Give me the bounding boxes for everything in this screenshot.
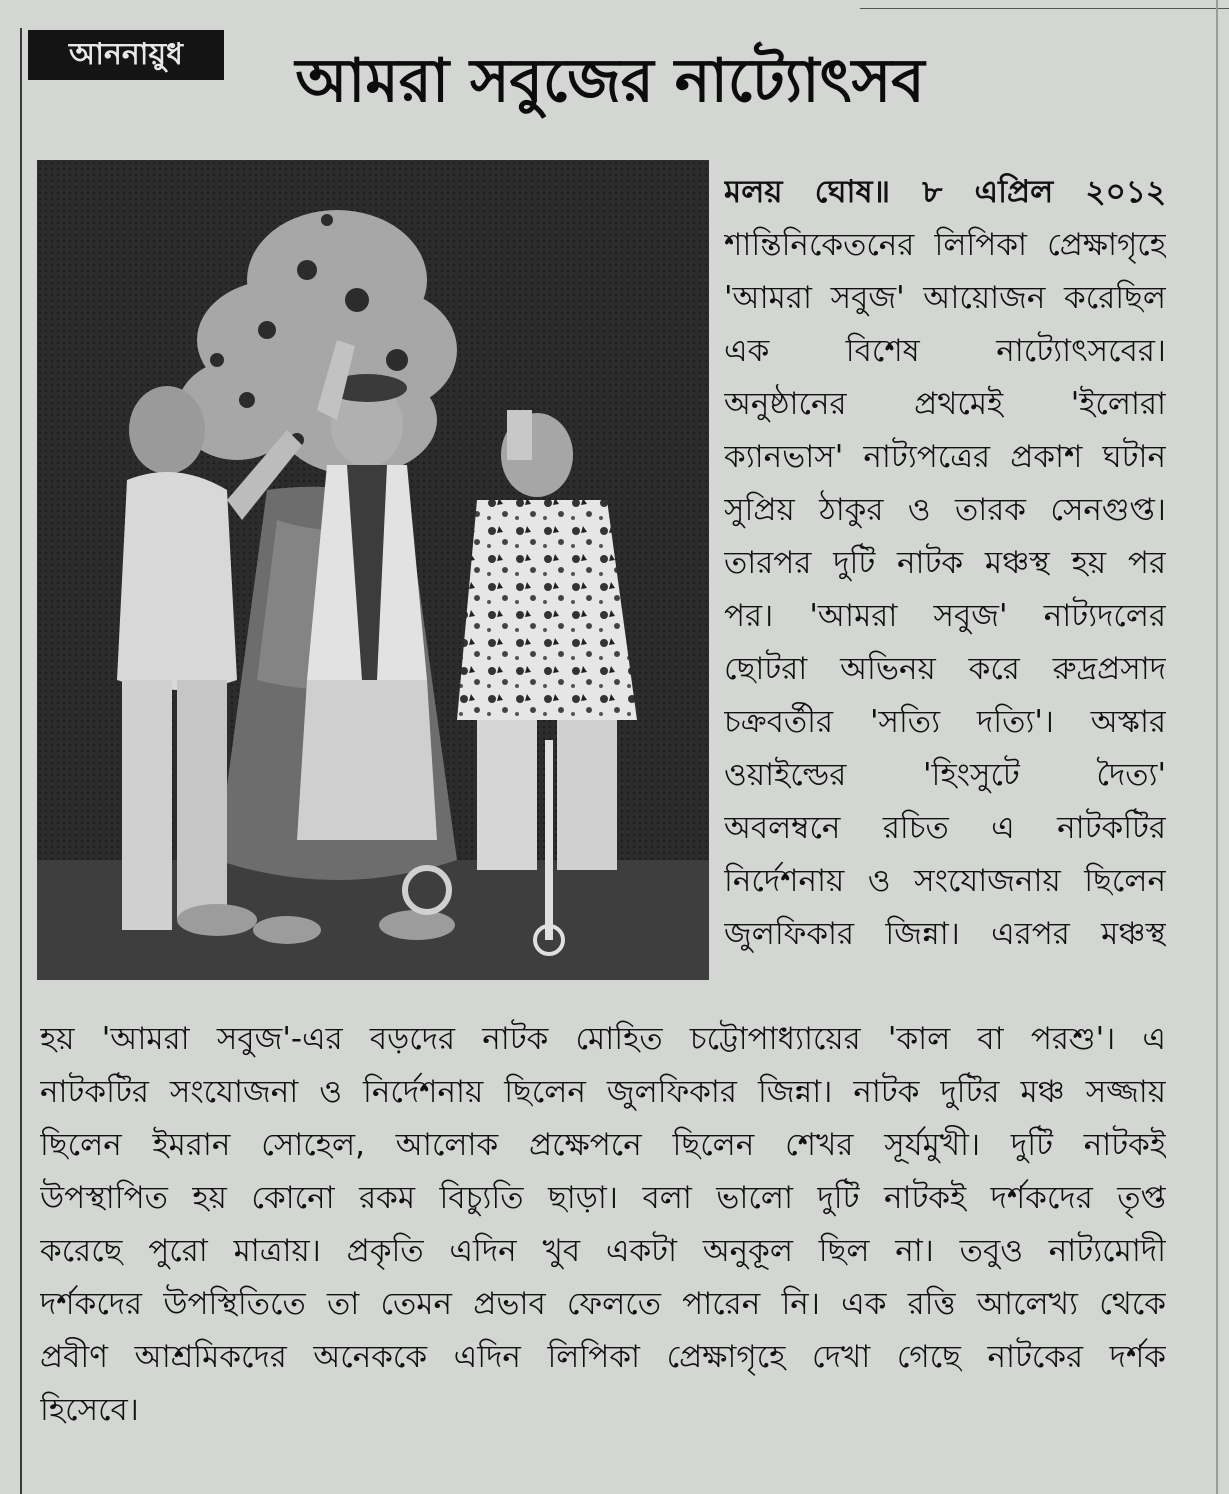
body-line: হয় 'আমরা সবুজ'-এর বড়দের নাটক মোহিত চট্টোপাধ্যায়ের 'কাল বা পরশু'। এ <box>40 1021 1166 1057</box>
body-line: দর্শকদের উপস্থিতিতে তা তেমন প্রভাব ফেলতে পারেন নি। এক রত্তি আলেখ্য থেকে <box>40 1286 1166 1322</box>
section-tag: আননায়ুধ <box>28 30 224 80</box>
column-line: শান্তিনিকেতনের লিপিকা প্রেক্ষাগৃহে <box>724 227 1166 263</box>
byline: মলয় ঘোষ॥ ৮ এপ্রিল ২০১২ <box>724 174 1166 210</box>
column-line: 'আমরা সবুজ' আয়োজন করেছিল <box>724 280 1166 316</box>
column-line: চক্রবর্তীর 'সত্যি দত্যি'। অস্কার <box>724 704 1166 740</box>
top-rule <box>860 8 1229 9</box>
body-line: প্রবীণ আশ্রমিকদের অনেককে এদিন লিপিকা প্রেক্ষাগৃহে দেখা গেছে নাটকের দর্শক <box>40 1339 1166 1375</box>
headline: আমরা সবুজের নাট্যোৎসব <box>295 46 925 116</box>
column-line: অনুষ্ঠানের প্রথমেই 'ইলোরা <box>724 386 1166 422</box>
column-line: তারপর দুটি নাটক মঞ্চস্থ হয় পর <box>724 545 1166 581</box>
column-line: অবলম্বনে রচিত এ নাটকটির <box>724 810 1166 846</box>
article-full-width <box>40 1013 1166 1437</box>
body-line: ছিলেন ইমরান সোহেল, আলোক প্রক্ষেপনে ছিলেন শেখর সূর্যমুখী। দুটি নাটকই <box>40 1127 1166 1163</box>
body-line: হিসেবে। <box>40 1392 139 1428</box>
body-line: উপস্থাপিত হয় কোনো রকম বিচ্যুতি ছাড়া। বলা ভালো দুটি নাটকই দর্শকদের তৃপ্ত <box>40 1180 1166 1216</box>
column-line: ওয়াইল্ডের 'হিংসুটে দৈত্য' <box>724 757 1166 793</box>
column-line: জুলফিকার জিন্না। এরপর মঞ্চস্থ <box>724 916 1166 952</box>
left-column-rule <box>20 28 22 1494</box>
column-line: পর। 'আমরা সবুজ' নাট্যদলের <box>724 598 1166 634</box>
column-line: ছোটরা অভিনয় করে রুদ্রপ্রসাদ <box>724 651 1166 687</box>
body-line: করেছে পুরো মাত্রায়। প্রকৃতি এদিন খুব একটা অনুকূল ছিল না। তবুও নাট্যমোদী <box>40 1233 1166 1269</box>
column-line: সুপ্রিয় ঠাকুর ও তারক সেনগুপ্ত। <box>724 492 1166 528</box>
column-line: এক বিশেষ নাট্যোৎসবের। <box>724 333 1166 369</box>
article-column <box>724 166 1166 961</box>
column-line: ক্যানভাস' নাট্যপত্রের প্রকাশ ঘটান <box>724 439 1166 475</box>
body-line: নাটকটির সংযোজনা ও নির্দেশনায় ছিলেন জুলফিকার জিন্না। নাটক দুটির মঞ্চ সজ্জায় <box>40 1074 1166 1110</box>
right-column-rule <box>1216 0 1218 1494</box>
column-line: নির্দেশনায় ও সংযোজনায় ছিলেন <box>724 863 1166 899</box>
stage-photo <box>37 160 709 980</box>
